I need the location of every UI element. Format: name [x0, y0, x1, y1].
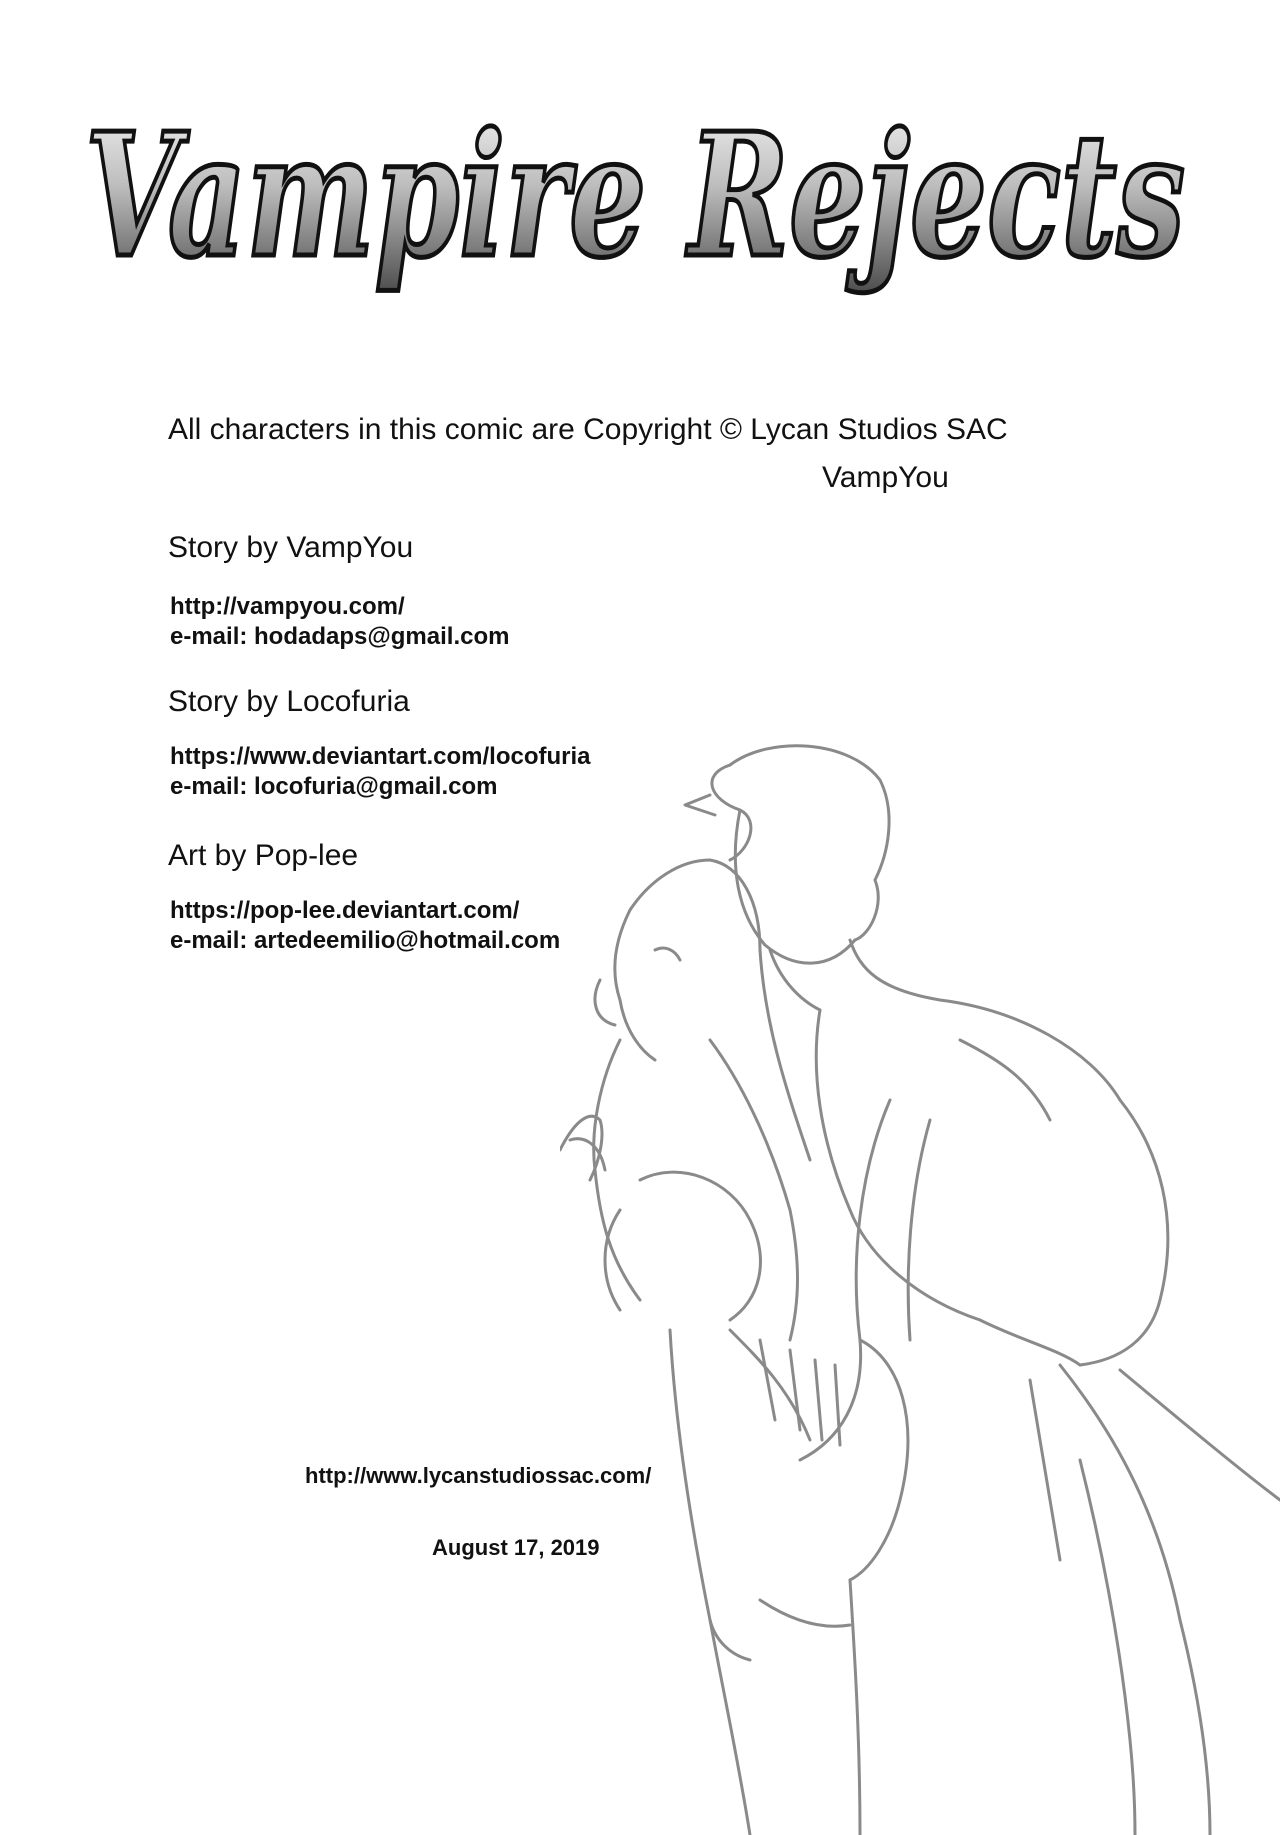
credit-email-locofuria[interactable]: e-mail: locofuria@gmail.com	[170, 773, 498, 800]
title-logo	[70, 80, 1200, 310]
credit-title-locofuria: Story by Locofuria	[168, 685, 410, 718]
credit-title-poplee: Art by Pop-lee	[168, 839, 359, 872]
copyright-line: All characters in this comic are Copyright © Lycan Studios SAC	[168, 413, 1008, 446]
publish-date: August 17, 2019	[432, 1535, 600, 1560]
credit-url-locofuria[interactable]: https://www.deviantart.com/locofuria	[170, 743, 591, 770]
credit-email-vampyou[interactable]: e-mail: hodadaps@gmail.com	[170, 623, 510, 650]
studio-website-link[interactable]: http://www.lycanstudiossac.com/	[305, 1463, 652, 1488]
character-illustration	[560, 740, 1280, 1835]
credit-url-vampyou[interactable]: http://vampyou.com/	[170, 593, 405, 620]
credit-url-poplee[interactable]: https://pop-lee.deviantart.com/	[170, 897, 520, 924]
credit-email-poplee[interactable]: e-mail: artedeemilio@hotmail.com	[170, 927, 561, 954]
copyright-owner: VampYou	[822, 461, 949, 494]
credit-title-vampyou: Story by VampYou	[168, 531, 414, 564]
logo-title-text: Vampire Rejects	[85, 96, 1185, 296]
